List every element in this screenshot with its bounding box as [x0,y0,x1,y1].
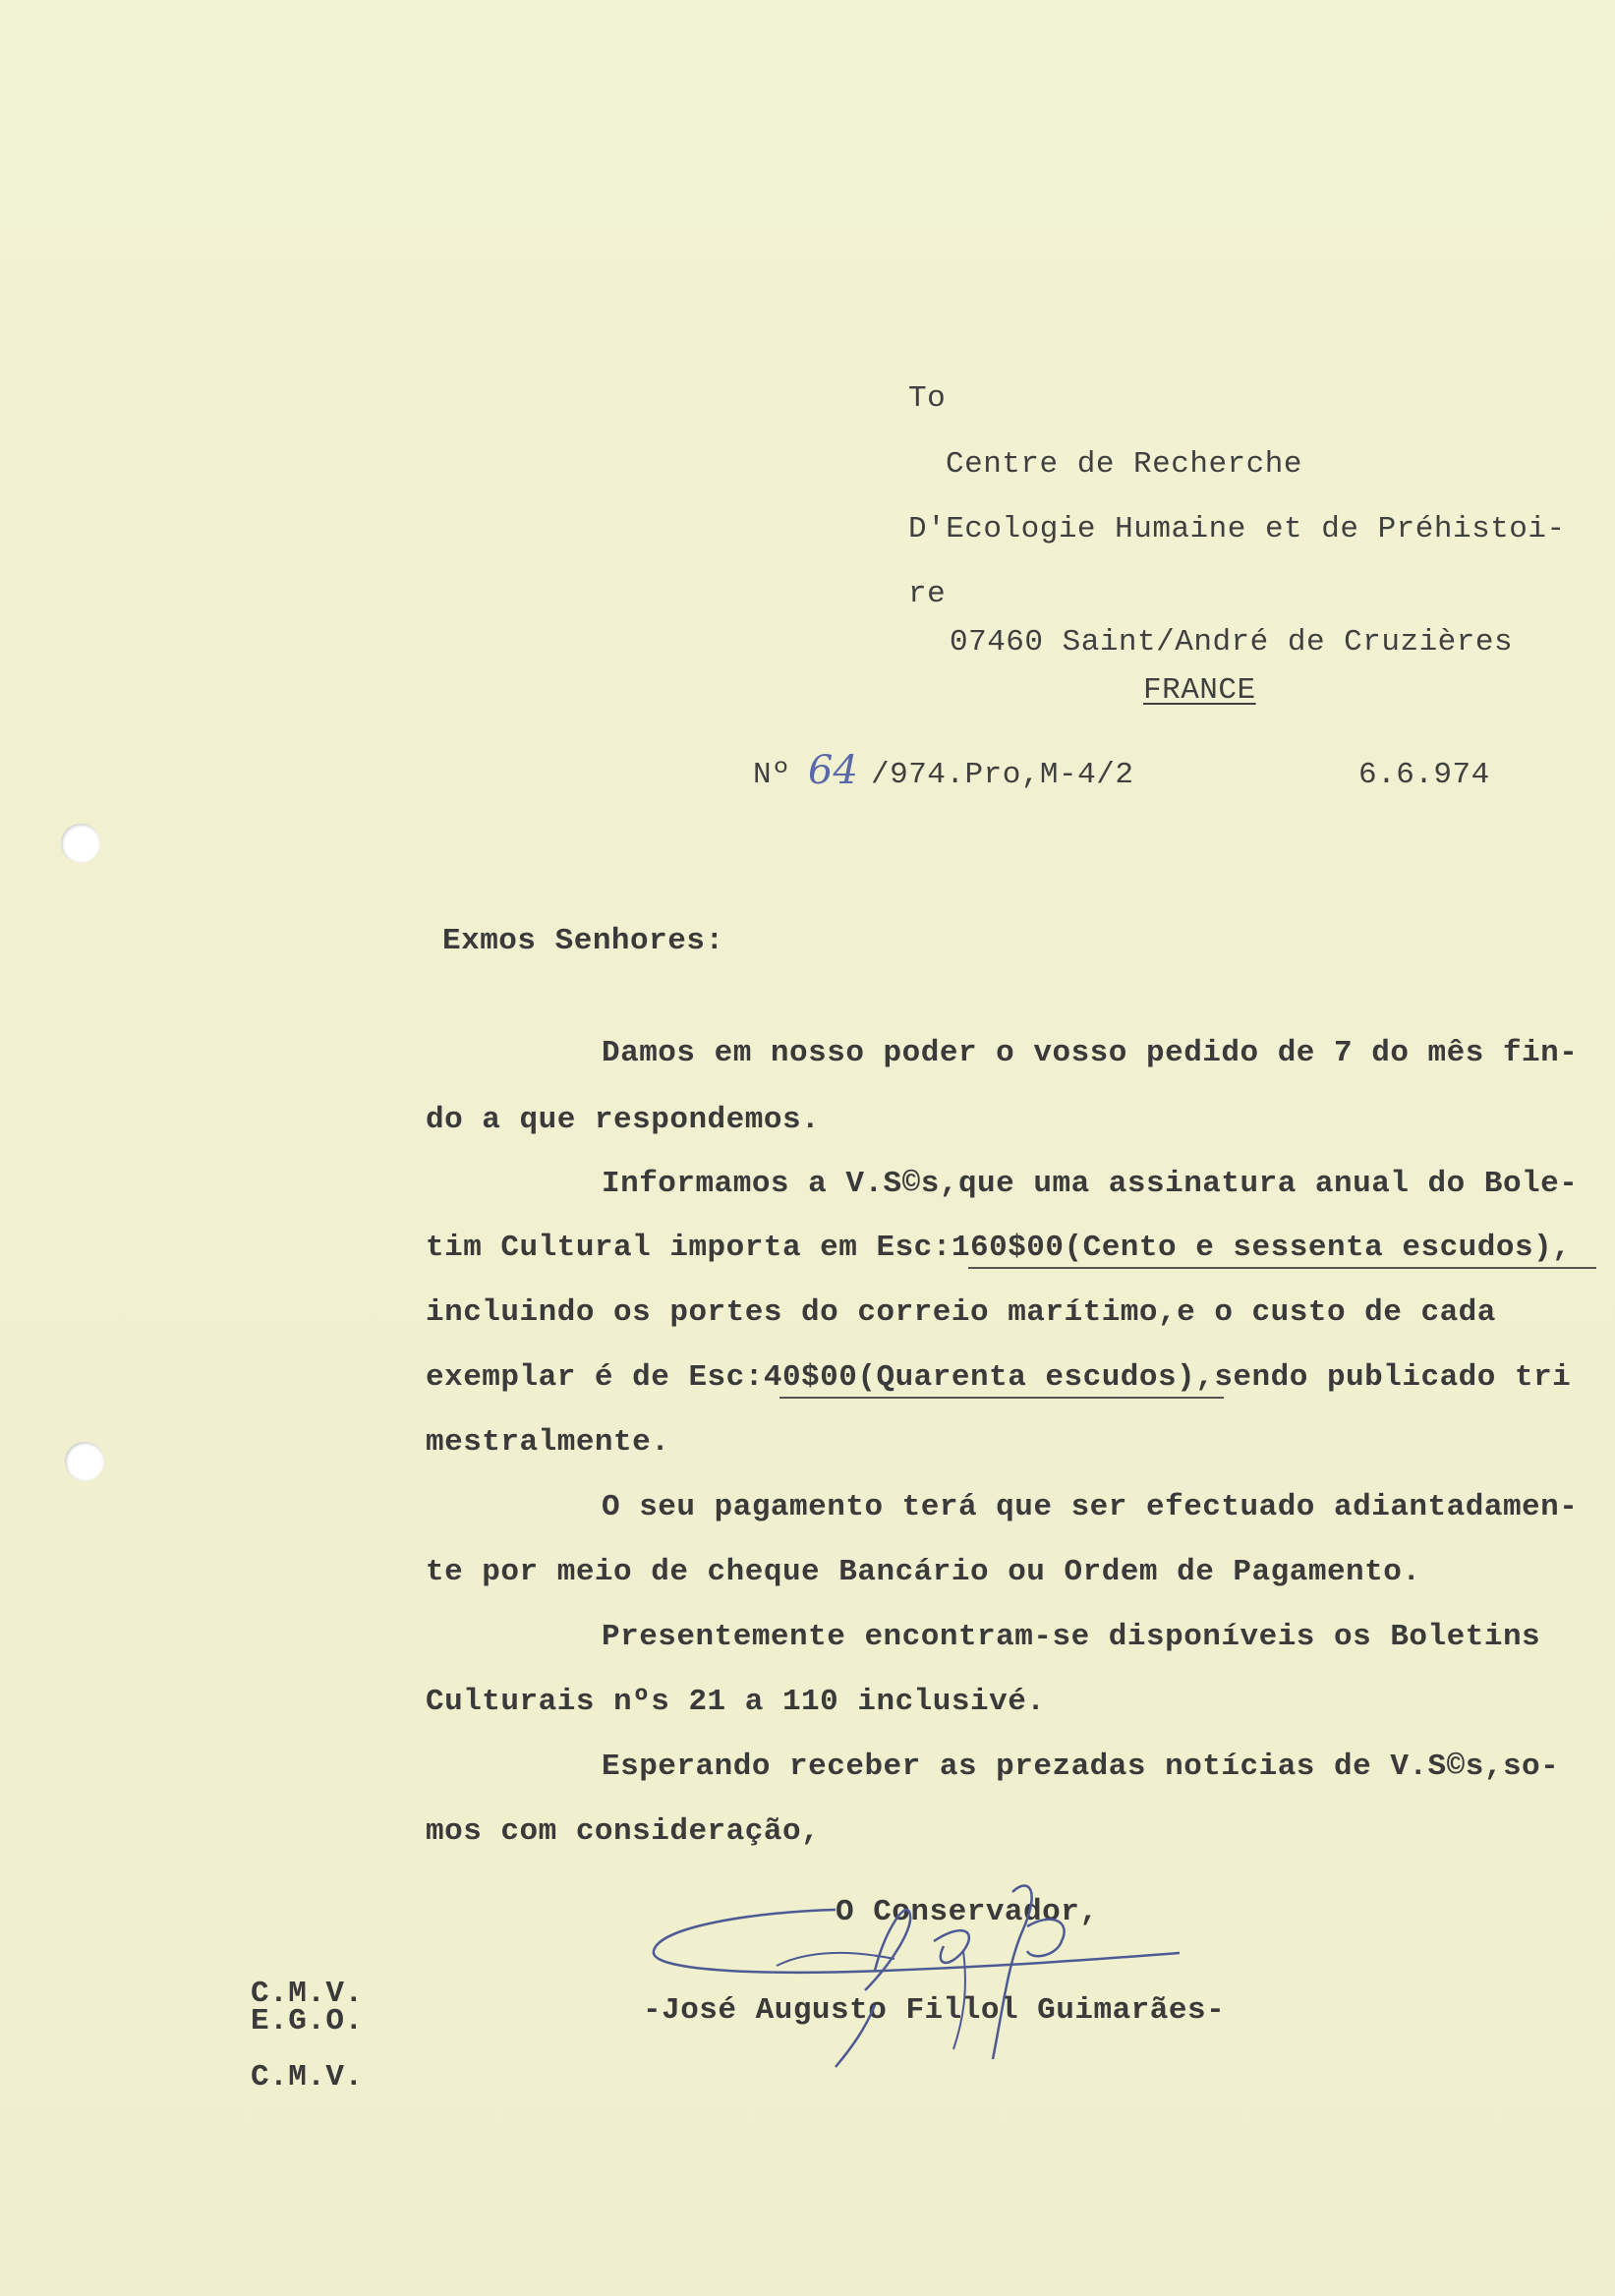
body-line: mestralmente. [426,1425,670,1460]
handwritten-signature [639,1872,1189,2069]
body-line: O seu pagamento terá que ser efectuado adiantadamen- [602,1490,1579,1524]
body-line: exemplar é de Esc:40$00(Quarenta escudos),sendo publicado tri [426,1360,1572,1395]
body-line: Esperando receber as prezadas notícias de V.S©s,so- [602,1750,1560,1784]
salutation: Exmos Senhores: [442,924,724,958]
reference-code: /974.Pro,M-4/2 [871,758,1134,792]
reference-prefix: Nº [753,758,791,792]
address-line-1: Centre de Recherche [946,447,1302,482]
body-line: incluindo os portes do correio marítimo,e o custo de cada [426,1295,1496,1330]
closing-title: O Conservador, [836,1895,1099,1929]
body-line: mos com consideração, [426,1814,821,1849]
address-line-3: re [908,577,947,611]
body-line: tim Cultural importa em Esc:160$00(Cento e sessenta escudos), [426,1231,1572,1265]
address-line-4: 07460 Saint/André de Cruzières [950,625,1514,660]
body-line: Damos em nosso poder o vosso pedido de 7 do mês fin- [602,1036,1579,1070]
address-to: To [908,381,947,416]
body-line: do a que respondemos. [426,1103,821,1137]
reference-number-handwritten: 64 [808,748,858,793]
copy-initials: C.M.V. [251,1977,364,2011]
copy-initials: C.M.V. [251,2060,364,2095]
body-line: Informamos a V.S©s,que uma assinatura anual do Bole- [602,1167,1579,1201]
body-line: Presentemente encontram-se disponíveis os Boletins [602,1620,1541,1654]
address-line-2: D'Ecologie Humaine et de Préhistoi- [908,512,1566,546]
copy-initials: E.G.O. [251,2004,364,2038]
address-country: FRANCE [1143,673,1256,708]
signatory-name: -José Augusto Fillol Guimarães- [643,1993,1226,2028]
body-line: te por meio de cheque Bancário ou Ordem de Pagamento. [426,1555,1421,1589]
letter-date: 6.6.974 [1358,758,1490,792]
body-line: Culturais nºs 21 a 110 inclusivé. [426,1685,1046,1719]
